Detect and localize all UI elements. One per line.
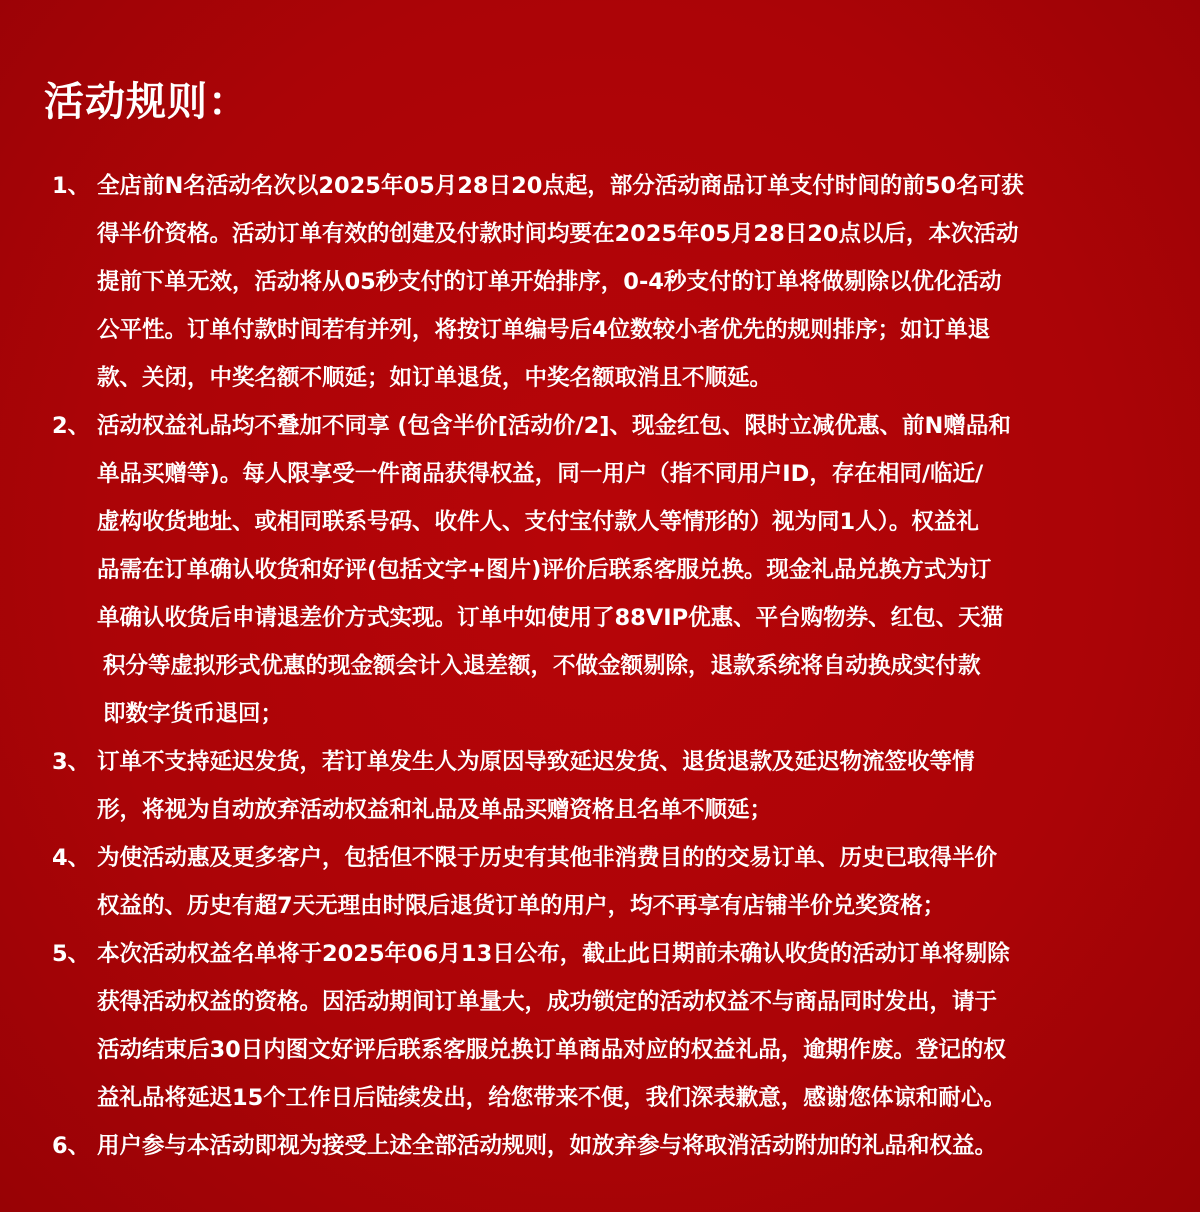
rule-line: 形，将视为自动放弃活动权益和礼品及单品买赠资格且名单不顺延；: [97, 797, 773, 823]
rule-text: [97, 930, 1168, 1122]
rule-line: 款、关闭，中奖名额不顺延；如订单退货，中奖名额取消且不顺延。: [97, 365, 773, 391]
rule-line: 单确认收货后申请退差价方式实现。订单中如使用了88VIP优惠、平台购物券、红包、天猫: [97, 605, 1004, 631]
rules-list: [52, 162, 1168, 1170]
rule-item-5: [52, 930, 1168, 1122]
rule-line: 订单不支持延迟发货，若订单发生人为原因导致延迟发货、退货退款及延迟物流签收等情: [97, 749, 975, 775]
rule-number: 6、: [52, 1133, 91, 1159]
rule-text: [97, 738, 1168, 834]
page-title: 活动规则：: [44, 79, 249, 125]
rule-item-1: [52, 162, 1168, 402]
rule-item-6: [52, 1122, 1168, 1170]
rule-number: 2、: [52, 413, 91, 439]
rule-number: 4、: [52, 845, 91, 871]
rule-item-2: [52, 402, 1168, 738]
rule-line: 活动权益礼品均不叠加不同享 (包含半价[活动价/2]、现金红包、限时立减优惠、前N赠品和: [97, 413, 1011, 439]
rule-item-3: [52, 738, 1168, 834]
rule-line: 品需在订单确认收货和好评(包括文字+图片)评价后联系客服兑换。现金礼品兑换方式为订: [97, 557, 992, 583]
rule-line: 获得活动权益的资格。因活动期间订单量大，成功锁定的活动权益不与商品同时发出，请于: [97, 989, 998, 1015]
rule-text: [97, 162, 1168, 402]
rule-line: 益礼品将延迟15个工作日后陆续发出，给您带来不便，我们深表歉意，感谢您体谅和耐心。: [97, 1085, 1006, 1111]
rule-item-4: [52, 834, 1168, 930]
rule-line: 提前下单无效，活动将从05秒支付的订单开始排序，0-4秒支付的订单将做剔除以优化活动: [97, 269, 1002, 295]
rule-number: 3、: [52, 749, 91, 775]
rule-line: 虚构收货地址、或相同联系号码、收件人、支付宝付款人等情形的）视为同1人）。权益礼: [97, 509, 979, 535]
rule-line: 全店前N名活动名次以2025年05月28日20点起，部分活动商品订单支付时间的前50名可获: [97, 173, 1024, 199]
rule-line: 公平性。订单付款时间若有并列，将按订单编号后4位数较小者优先的规则排序；如订单退: [97, 317, 991, 343]
rule-line: 得半价资格。活动订单有效的创建及付款时间均要在2025年05月28日20点以后，本次活动: [97, 221, 1019, 247]
rule-text: [97, 1122, 1168, 1170]
rule-number: 5、: [52, 941, 91, 967]
rule-line: 用户参与本活动即视为接受上述全部活动规则，如放弃参与将取消活动附加的礼品和权益。: [97, 1133, 998, 1159]
rule-line: 积分等虚拟形式优惠的现金额会计入退差额，不做金额剔除，退款系统将自动换成实付款: [103, 653, 981, 679]
rule-line: 本次活动权益名单将于2025年06月13日公布，截止此日期前未确认收货的活动订单将剔除: [97, 941, 1010, 967]
rule-text: [97, 834, 1168, 930]
rule-line: 权益的、历史有超7天无理由时限后退货订单的用户，均不再享有店铺半价兑奖资格；: [97, 893, 946, 919]
rule-number: 1、: [52, 173, 91, 199]
rule-line: 为使活动惠及更多客户，包括但不限于历史有其他非消费目的的交易订单、历史已取得半价: [97, 845, 998, 871]
rule-line: 单品买赠等)。每人限享受一件商品获得权益，同一用户（指不同用户ID，存在相同/临近/: [97, 461, 984, 487]
rule-line: 即数字货币退回；: [103, 701, 284, 727]
rule-line: 活动结束后30日内图文好评后联系客服兑换订单商品对应的权益礼品，逾期作废。登记的权: [97, 1037, 1006, 1063]
rule-text: [97, 402, 1168, 738]
